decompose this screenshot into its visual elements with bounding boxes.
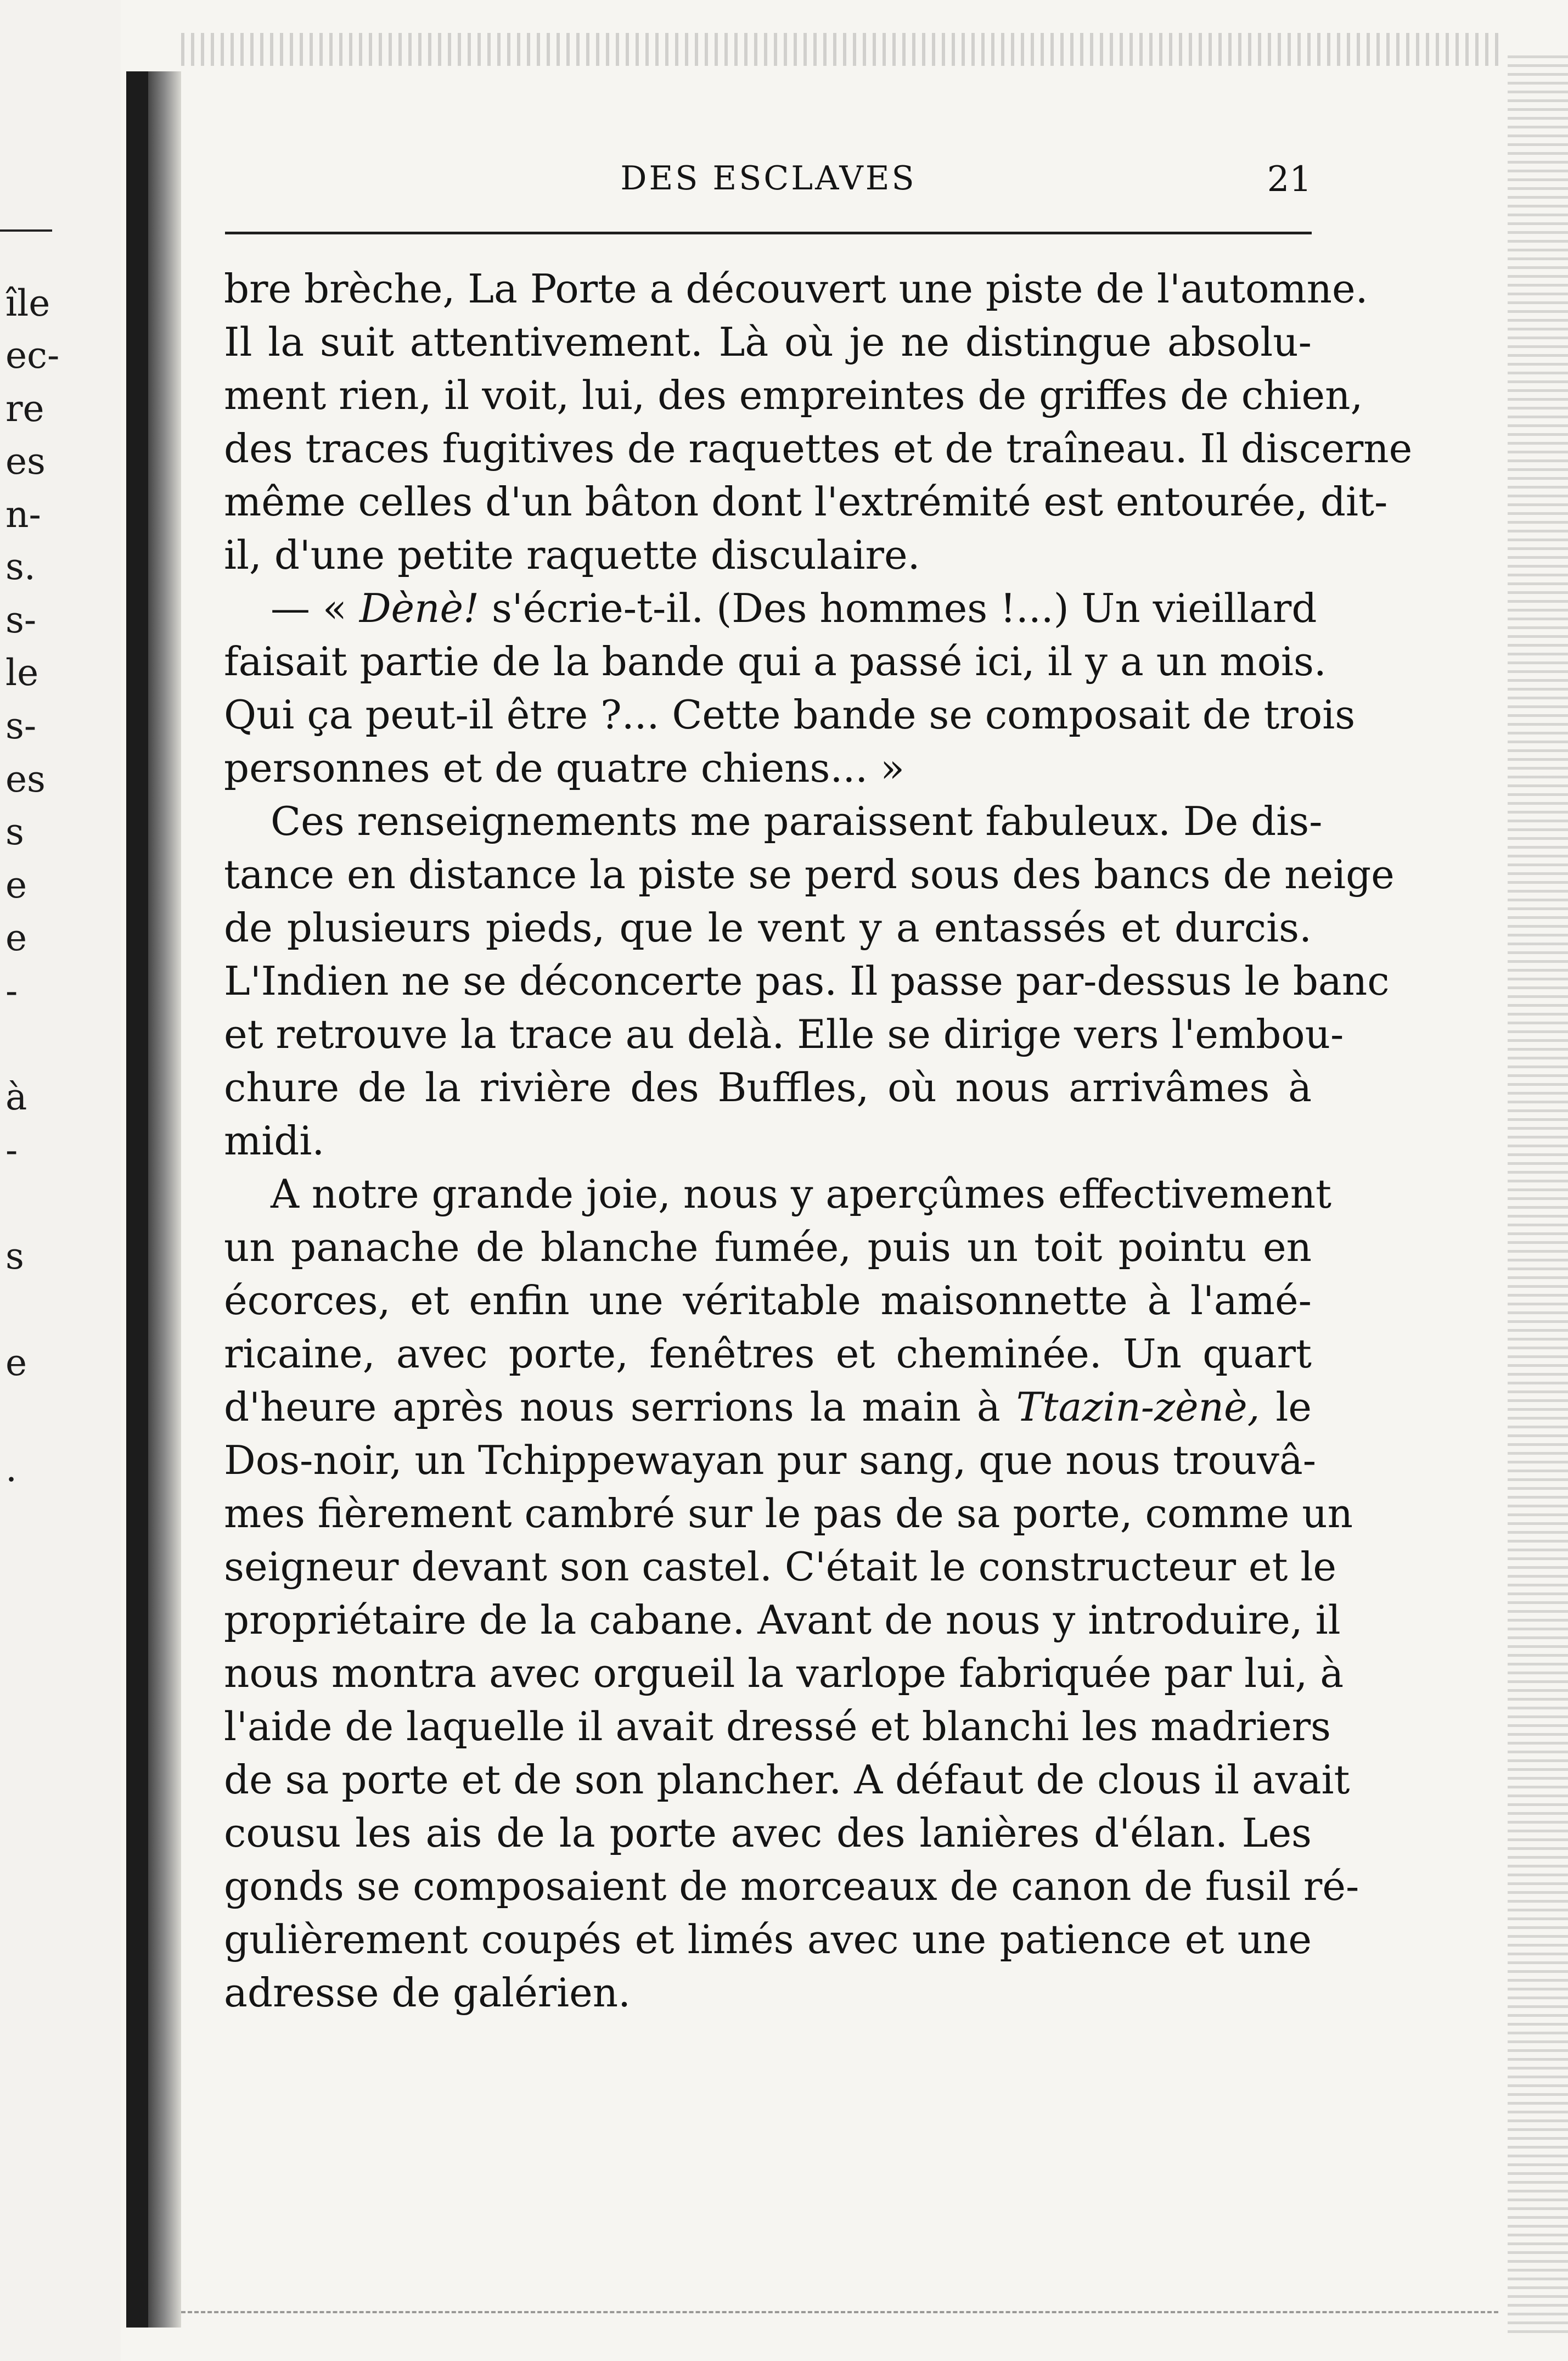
text-line: il, d'une petite raquette disculaire. [224,532,920,578]
previous-page-fragment: n- [5,497,41,533]
previous-page-fragment: . [5,1451,17,1487]
text-line: l'aide de laquelle il avait dressé et blanchi les madriers [224,1703,1331,1749]
running-title: DES ESCLAVES [620,159,917,198]
italic-term: Dènè! [359,585,480,631]
text-line: de plusieurs pieds, que le vent y a entassés et durcis. [224,905,1312,951]
book-gutter [126,71,148,2328]
text-line: nous montra avec orgueil la varlope fabriquée par lui, à [224,1650,1344,1696]
previous-page-fragment: s [5,814,24,850]
header-rule [225,232,1312,234]
text-line: Qui ça peut-il être ?... Cette bande se composait de trois [224,692,1356,738]
text-line: chure de la rivière des Buffles, où nous arrivâmes à [224,1064,1312,1111]
page-right-edge-noise [1508,55,1568,2333]
text-line: adresse de galérien. [224,1970,631,2016]
text-line: un panache de blanche fumée, puis un toit pointu en [224,1224,1312,1270]
previous-page-strip [0,0,121,2361]
body-text [224,262,1413,2020]
text-line: Ces renseignements me paraissent fabuleux. De dis- [271,798,1323,844]
text-line: propriétaire de la cabane. Avant de nous y introduire, il [224,1597,1341,1643]
text-line [224,582,1317,635]
previous-page-fragment: re [5,391,44,427]
text-line: Il la suit attentivement. Là où je ne distingue absolu- [224,319,1312,365]
text-line: bre brèche, La Porte a découvert une piste de l'automne. [224,266,1368,312]
text-line [224,1381,1312,1434]
previous-page-fragment: le [5,655,39,691]
previous-page-fragment: s [5,1238,24,1275]
text-line: faisait partie de la bande qui a passé ici, il y a un mois. [224,638,1327,685]
page-number: 21 [1267,159,1312,200]
previous-page-fragment: s. [5,549,36,585]
text-line: même celles d'un bâton dont l'extrémité est entourée, dit- [224,479,1388,525]
text-line: et retrouve la trace au delà. Elle se dirige vers l'embou- [224,1011,1344,1057]
text-line: gulièrement coupés et limés avec une patience et une [224,1916,1312,1962]
previous-page-fragment: île [5,285,50,322]
text-line: L'Indien ne se déconcerte pas. Il passe par-dessus le banc [224,958,1390,1004]
text-run: le [1260,1384,1312,1430]
text-line: ricaine, avec porte, fenêtres et cheminée. Un quart [224,1331,1312,1377]
text-line: ment rien, il voit, lui, des empreintes de griffes de chien, [224,372,1363,418]
text-line: gonds se composaient de morceaux de canon de fusil ré- [224,1863,1359,1909]
text-line: mes fièrement cambré sur le pas de sa porte, comme un [224,1490,1353,1536]
running-header [225,159,1312,203]
text-line: seigneur devant son castel. C'était le constructeur et le [224,1544,1336,1590]
text-line: des traces fugitives de raquettes et de traîneau. Il discerne [224,425,1413,472]
previous-page-fragment: es [5,444,46,480]
previous-page-rule [0,229,52,232]
previous-page-fragment: s- [5,708,37,744]
previous-page-fragment: e [5,1345,27,1381]
previous-page-fragment: e [5,920,27,956]
text-line: écorces, et enfin une véritable maisonnette à l'amé- [224,1277,1312,1323]
previous-page-fragment: - [5,1132,18,1169]
page-top-edge-noise [181,33,1498,66]
text-line: Dos-noir, un Tchippewayan pur sang, que nous trouvâ- [224,1437,1317,1483]
page-bottom-edge [181,2311,1498,2330]
text-run: s'écrie-t-il. (Des hommes !...) Un vieillard [479,585,1317,631]
previous-page-fragment: à [5,1079,27,1115]
previous-page-fragment: es [5,761,46,798]
previous-page-fragment: e [5,867,27,904]
text-run: — « [271,585,359,631]
text-line: A notre grande joie, nous y aperçûmes effectivement [271,1171,1331,1217]
text-line: tance en distance la piste se perd sous des bancs de neige [224,851,1395,898]
previous-page-fragment: ec- [5,338,60,374]
text-line: midi. [224,1118,325,1164]
previous-page-fragment: - [5,973,18,1010]
italic-term: Ttazin-zènè, [1016,1384,1260,1430]
text-run: d'heure après nous serrions la main à [224,1384,1016,1430]
text-line: cousu les ais de la porte avec des lanières d'élan. Les [224,1810,1312,1856]
previous-page-fragment: s- [5,602,37,638]
text-line: personnes et de quatre chiens... » [224,745,905,791]
text-line: de sa porte et de son plancher. A défaut de clous il avait [224,1757,1350,1803]
